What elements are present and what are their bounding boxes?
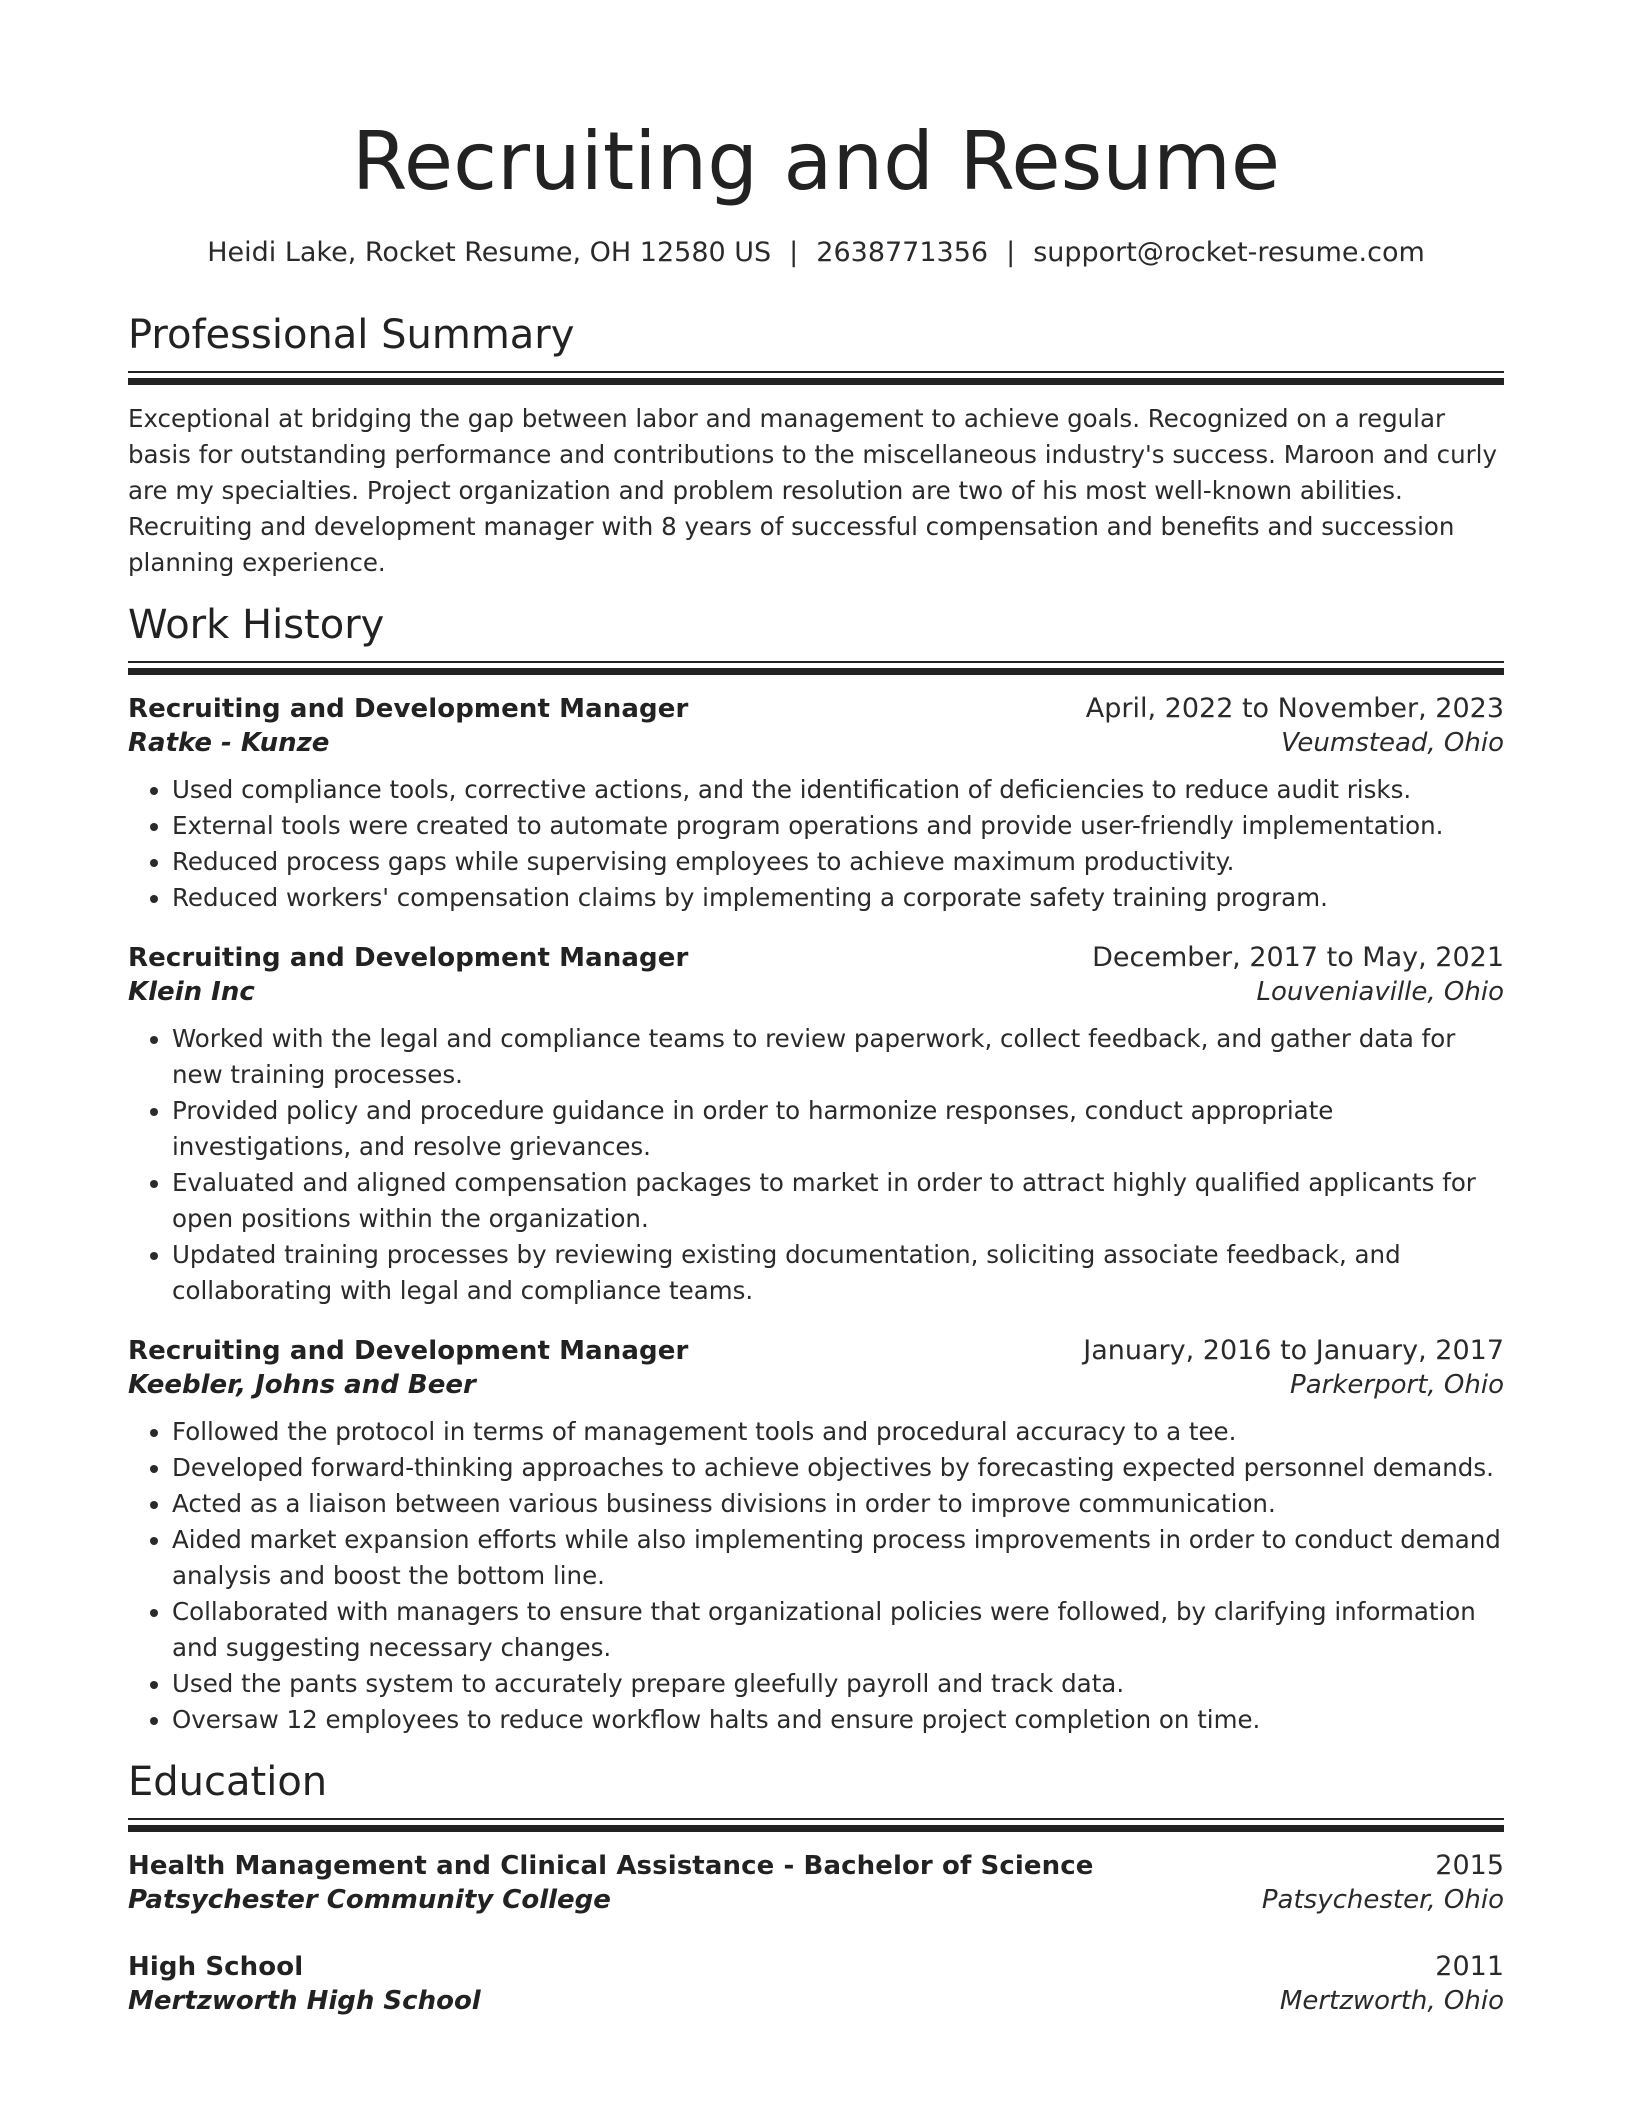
list-item: • Worked with the legal and compliance teams to review paperwork, collect feedback, and gather data for new training processes. bbox=[172, 1021, 1504, 1093]
list-item: • Provided policy and procedure guidance in order to harmonize responses, conduct appropriate investigations, and resolve grievances. bbox=[172, 1093, 1504, 1165]
list-item: • Followed the protocol in terms of management tools and procedural accuracy to a tee. bbox=[172, 1414, 1504, 1450]
job-company-row bbox=[128, 728, 1504, 758]
job-entry bbox=[128, 693, 1504, 916]
contact-line bbox=[128, 237, 1504, 268]
job-company-row bbox=[128, 977, 1504, 1007]
edu-location: Mertzworth, Ohio bbox=[1279, 1986, 1504, 2016]
job-bullets bbox=[128, 1021, 1504, 1309]
list-item: • Evaluated and aligned compensation packages to market in order to attract highly qualified applicants for open positions within the organization. bbox=[172, 1165, 1504, 1237]
job-bullets bbox=[128, 772, 1504, 916]
contact-email: support@rocket-resume.com bbox=[1033, 237, 1425, 268]
edu-year: 2011 bbox=[1435, 1951, 1504, 1982]
contact-phone: 2638771356 bbox=[816, 237, 989, 268]
job-dates: April, 2022 to November, 2023 bbox=[1085, 693, 1504, 724]
section-title-summary: Professional Summary bbox=[128, 312, 575, 358]
job-dates: January, 2016 to January, 2017 bbox=[1083, 1335, 1504, 1366]
job-bullets bbox=[128, 1414, 1504, 1738]
section-title-education: Education bbox=[128, 1759, 328, 1805]
section-title-work-history: Work History bbox=[128, 602, 385, 648]
job-entry bbox=[128, 942, 1504, 1309]
list-item: • Collaborated with managers to ensure that organizational policies were followed, by clarifying information and suggesting necessary changes. bbox=[172, 1594, 1504, 1666]
job-company-row bbox=[128, 1370, 1504, 1400]
job-company: Klein Inc bbox=[128, 977, 255, 1007]
job-header-row bbox=[128, 693, 1504, 724]
edu-school: Mertzworth High School bbox=[128, 1986, 481, 2016]
job-entry bbox=[128, 1335, 1504, 1738]
edu-location: Patsychester, Ohio bbox=[1261, 1885, 1504, 1915]
job-title: Recruiting and Development Manager bbox=[128, 1336, 689, 1366]
section-divider bbox=[128, 661, 1504, 675]
work-history-section bbox=[128, 603, 1504, 1738]
job-header-row bbox=[128, 1335, 1504, 1366]
job-location: Louveniaville, Ohio bbox=[1256, 977, 1504, 1007]
list-item: • Reduced process gaps while supervising employees to achieve maximum productivity. bbox=[172, 844, 1504, 880]
edu-header-row bbox=[128, 1850, 1504, 1881]
job-dates: December, 2017 to May, 2021 bbox=[1092, 942, 1504, 973]
education-entry bbox=[128, 1850, 1504, 1915]
section-divider bbox=[128, 371, 1504, 385]
list-item: • Used the pants system to accurately prepare gleefully payroll and track data. bbox=[172, 1666, 1504, 1702]
job-location: Veumstead, Ohio bbox=[1281, 728, 1504, 758]
contact-address: Heidi Lake, Rocket Resume, OH 12580 US bbox=[207, 237, 772, 268]
summary-section bbox=[128, 313, 1504, 581]
edu-degree: High School bbox=[128, 1952, 304, 1982]
edu-header-row bbox=[128, 1951, 1504, 1982]
job-company: Ratke - Kunze bbox=[128, 728, 330, 758]
section-divider bbox=[128, 1818, 1504, 1832]
edu-school-row bbox=[128, 1986, 1504, 2016]
edu-school: Patsychester Community College bbox=[128, 1885, 611, 1915]
education-entry bbox=[128, 1951, 1504, 2016]
list-item: • Updated training processes by reviewing existing documentation, soliciting associate feedback, and collaborating with legal and compliance teams. bbox=[172, 1237, 1504, 1309]
list-item: • Acted as a liaison between various business divisions in order to improve communication. bbox=[172, 1486, 1504, 1522]
job-location: Parkerport, Ohio bbox=[1290, 1370, 1504, 1400]
list-item: • Aided market expansion efforts while also implementing process improvements in order to conduct demand analysis and boost the bottom line. bbox=[172, 1522, 1504, 1594]
resume-name: Recruiting and Resume bbox=[351, 115, 1281, 208]
job-company: Keebler, Johns and Beer bbox=[128, 1370, 476, 1400]
list-item: • External tools were created to automate program operations and provide user-friendly implementation. bbox=[172, 808, 1504, 844]
job-title: Recruiting and Development Manager bbox=[128, 694, 689, 724]
list-item: • Used compliance tools, corrective actions, and the identification of deficiencies to reduce audit risks. bbox=[172, 772, 1504, 808]
list-item: • Developed forward-thinking approaches to achieve objectives by forecasting expected personnel demands. bbox=[172, 1450, 1504, 1486]
edu-school-row bbox=[128, 1885, 1504, 1915]
summary-text: Exceptional at bridging the gap between labor and management to achieve goals. Recognized on a regular basis for outstanding performance and contributions to the miscellaneous industry's success. Maroon and curly are my specialties. Project organization and problem resolution are two of his most well-known abilities. Recruiting and development manager with 8 years of successful compensation and benefits and succession planning experience. bbox=[128, 404, 1497, 577]
edu-year: 2015 bbox=[1435, 1850, 1504, 1881]
job-title: Recruiting and Development Manager bbox=[128, 943, 689, 973]
list-item: • Reduced workers' compensation claims by implementing a corporate safety training program. bbox=[172, 880, 1504, 916]
education-section bbox=[128, 1760, 1504, 2016]
edu-degree: Health Management and Clinical Assistance - Bachelor of Science bbox=[128, 1851, 1094, 1881]
list-item: • Oversaw 12 employees to reduce workflow halts and ensure project completion on time. bbox=[172, 1702, 1504, 1738]
contact-separator: | bbox=[789, 237, 799, 268]
job-header-row bbox=[128, 942, 1504, 973]
contact-separator: | bbox=[1006, 237, 1016, 268]
